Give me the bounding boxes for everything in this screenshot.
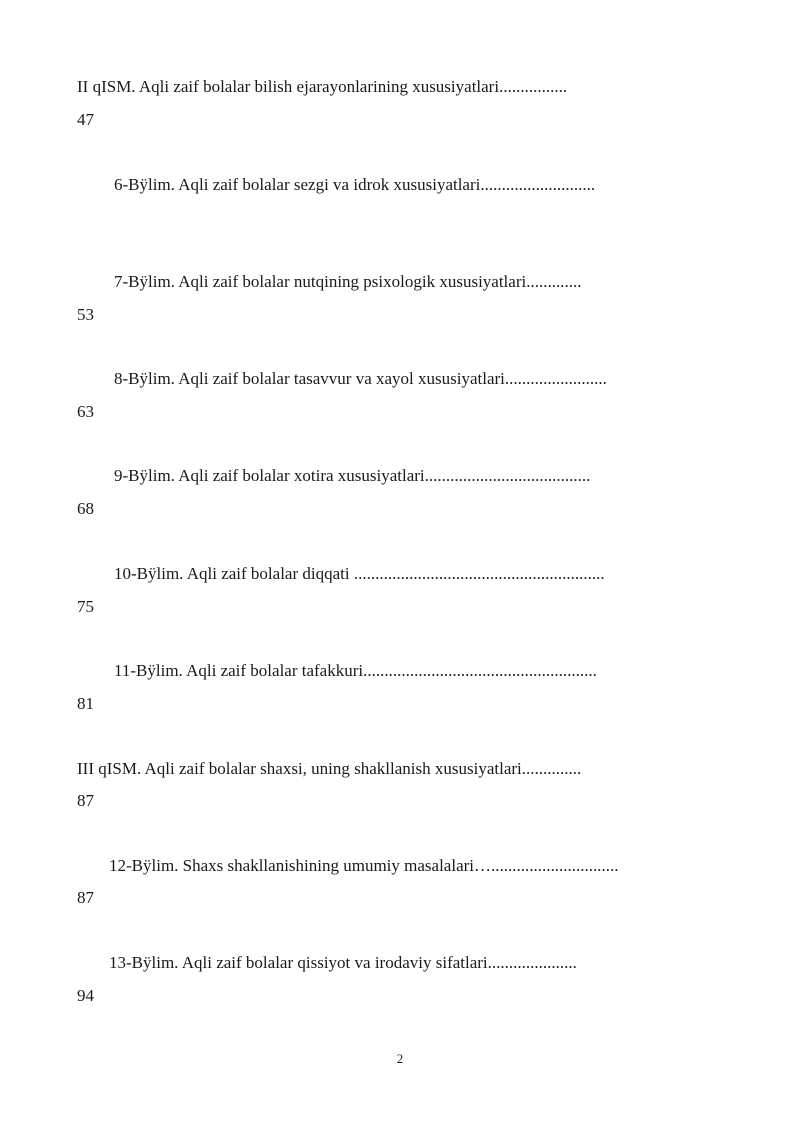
toc-ch11-title: 11-Bÿlim. Aqli zaif bolalar tafakkuri....................................................... <box>114 661 597 680</box>
toc-part3-title: III qISM. Aqli zaif bolalar shaxsi, uning shakllanish xususiyatlari.............. <box>77 759 582 778</box>
toc-ch9-title: 9-Bÿlim. Aqli zaif bolalar xotira xususiyatlari....................................... <box>114 466 591 485</box>
toc-ch11-page: 81 <box>77 694 94 713</box>
page-number: 2 <box>396 1051 404 1066</box>
toc-ch12-page: 87 <box>77 888 94 907</box>
toc-ch10-title: 10-Bÿlim. Aqli zaif bolalar diqqati ........................................................... <box>114 564 605 583</box>
toc-ch8-title: 8-Bÿlim. Aqli zaif bolalar tasavvur va xayol xususiyatlari........................ <box>114 369 607 388</box>
toc-ch12-title: 12-Bÿlim. Shaxs shakllanishining umumiy masalalari….............................. <box>109 856 619 875</box>
toc-ch10-page: 75 <box>77 597 94 616</box>
toc-ch13-title: 13-Bÿlim. Aqli zaif bolalar qissiyot va irodaviy sifatlari..................... <box>109 953 577 972</box>
toc-ch7-page: 53 <box>77 305 94 324</box>
toc-part3-page: 87 <box>77 791 94 810</box>
toc-ch13-page: 94 <box>77 986 94 1005</box>
toc-part2-page: 47 <box>77 110 94 129</box>
toc-part2-title: II qISM. Aqli zaif bolalar bilish ejarayonlarining xususiyatlari................ <box>77 77 568 96</box>
toc-ch7-title: 7-Bÿlim. Aqli zaif bolalar nutqining psixologik xususiyatlari............. <box>114 272 582 291</box>
toc-ch8-page: 63 <box>77 402 94 421</box>
toc-ch9-page: 68 <box>77 499 94 518</box>
toc-ch6-title: 6-Bÿlim. Aqli zaif bolalar sezgi va idrok xususiyatlari........................... <box>114 175 596 194</box>
